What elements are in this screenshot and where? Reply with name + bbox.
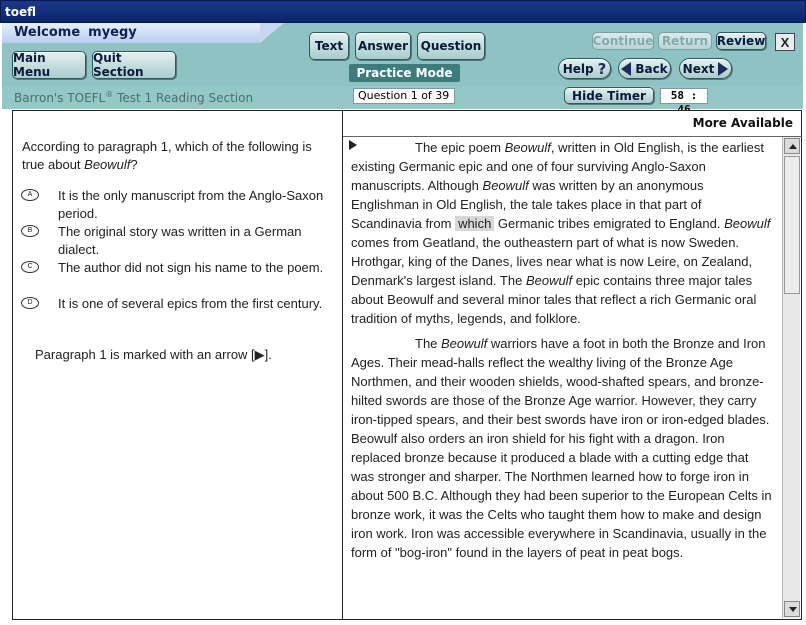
answer-option-c[interactable] [21,259,331,295]
radio-c[interactable]: C [21,261,39,273]
scroll-down-icon[interactable] [784,601,800,617]
radio-b[interactable]: B [21,225,39,237]
arrow-left-icon [621,62,631,76]
radio-d[interactable]: D [21,297,39,309]
welcome-bar [2,23,260,43]
welcome-text: Welcome myegy [14,25,137,40]
practice-mode-label: Practice Mode [349,64,460,82]
answer-option-b[interactable] [21,223,331,259]
option-text: The original story was written in a German dialect. [58,224,302,257]
passage-text [351,138,775,618]
question-mark-icon: ? [597,59,607,78]
review-button[interactable]: Review [716,34,766,48]
window-titlebar [0,0,806,23]
section-title: Barron's TOEFL® Test 1 Reading Section [14,90,254,105]
answer-option-d[interactable] [21,295,331,331]
back-button[interactable] [618,58,671,79]
next-label: Next [682,61,715,76]
next-button[interactable] [679,58,732,79]
close-icon[interactable]: X [775,33,795,51]
tab-text[interactable]: Text [309,32,349,60]
paragraph-1: The epic poem Beowulf, written in Old English, is the earliest existing Germanic epic and one of four surviving Anglo-Saxon manuscripts. Although Beowulf was written by an anonymous Englishman in Old English, the tale takes place in that part of Scandinavia from which Germanic tribes emigrated to England. Beowulf comes from Geatland, the outheastern part of what is now Sweden. Hrothgar, king of the Danes, lives near what is now Leire, on Zealand, Denmark's largest island. The Beowulf epic contains three major tales about Beowulf and several minor tales that reflect a rich Germanic oral tradition of myths, legends, and folklore. [351,140,771,326]
arrow-right-icon [718,62,728,76]
divider [343,136,802,137]
question-stem: According to paragraph 1, which of the following is true about Beowulf? [22,139,312,172]
radio-a[interactable]: A [21,189,39,201]
quit-section-button[interactable]: Quit Section [92,51,176,79]
more-available-label: More Available [692,116,793,130]
option-text: It is one of several epics from the first century. [58,296,323,311]
username: myegy [88,25,137,40]
paragraph-marker-note: Paragraph 1 is marked with an arrow [▶]. [35,347,272,362]
toolbar-header [2,23,803,109]
passage-scrollbar[interactable] [782,137,800,618]
tab-question[interactable]: Question [417,32,485,60]
tab-answer[interactable]: Answer [355,32,411,60]
continue-button[interactable]: Continue [592,34,654,48]
scroll-up-icon[interactable] [784,138,800,154]
question-pane [12,110,343,620]
help-label: Help [562,61,594,76]
answer-option-a[interactable] [21,187,331,223]
option-text: It is the only manuscript from the Anglo-Saxon period. [58,188,324,221]
option-text: The author did not sign his name to the poem. [58,260,324,275]
timer-display: 58 : [660,88,708,104]
window-title: toefl [5,5,37,19]
main-menu-button[interactable]: Main Menu [12,51,86,79]
help-button[interactable] [558,58,611,79]
return-button[interactable]: Return [658,32,712,50]
hide-timer-button[interactable]: Hide Timer [564,87,654,104]
passage-pane [343,110,802,620]
scrollbar-thumb[interactable] [784,156,800,294]
highlighted-word[interactable]: which [455,216,494,231]
back-label: Back [635,61,668,76]
paragraph-2: The Beowulf warriors have a foot in both the Bronze and Iron Ages. Their mead-halls reflect the wealthy living of the Bronze Age Northmen, and their wooden shields, wood-shafted spears, and bronze-hilted swords are those of the Bronze Age warrior. However, they carry iron-tipped spears, and their best swords have iron or iron-edged blades. Beowulf also orders an iron shield for his fight with a dragon. Iron replaced bronze because it produced a blade with a cutting edge that was stronger and sharper. The Northmen learned how to forge iron in about 500 B.C. Although they had been superior to the European Celts in bronze work, it was the Celts who taught them how to make and design iron work. Iron was accessible everywhere in Scandinavia, usually in the form of "bog-iron" found in the layers of peat in peat bogs. [351,336,772,560]
question-counter: Question 1 of 39 [353,88,455,104]
